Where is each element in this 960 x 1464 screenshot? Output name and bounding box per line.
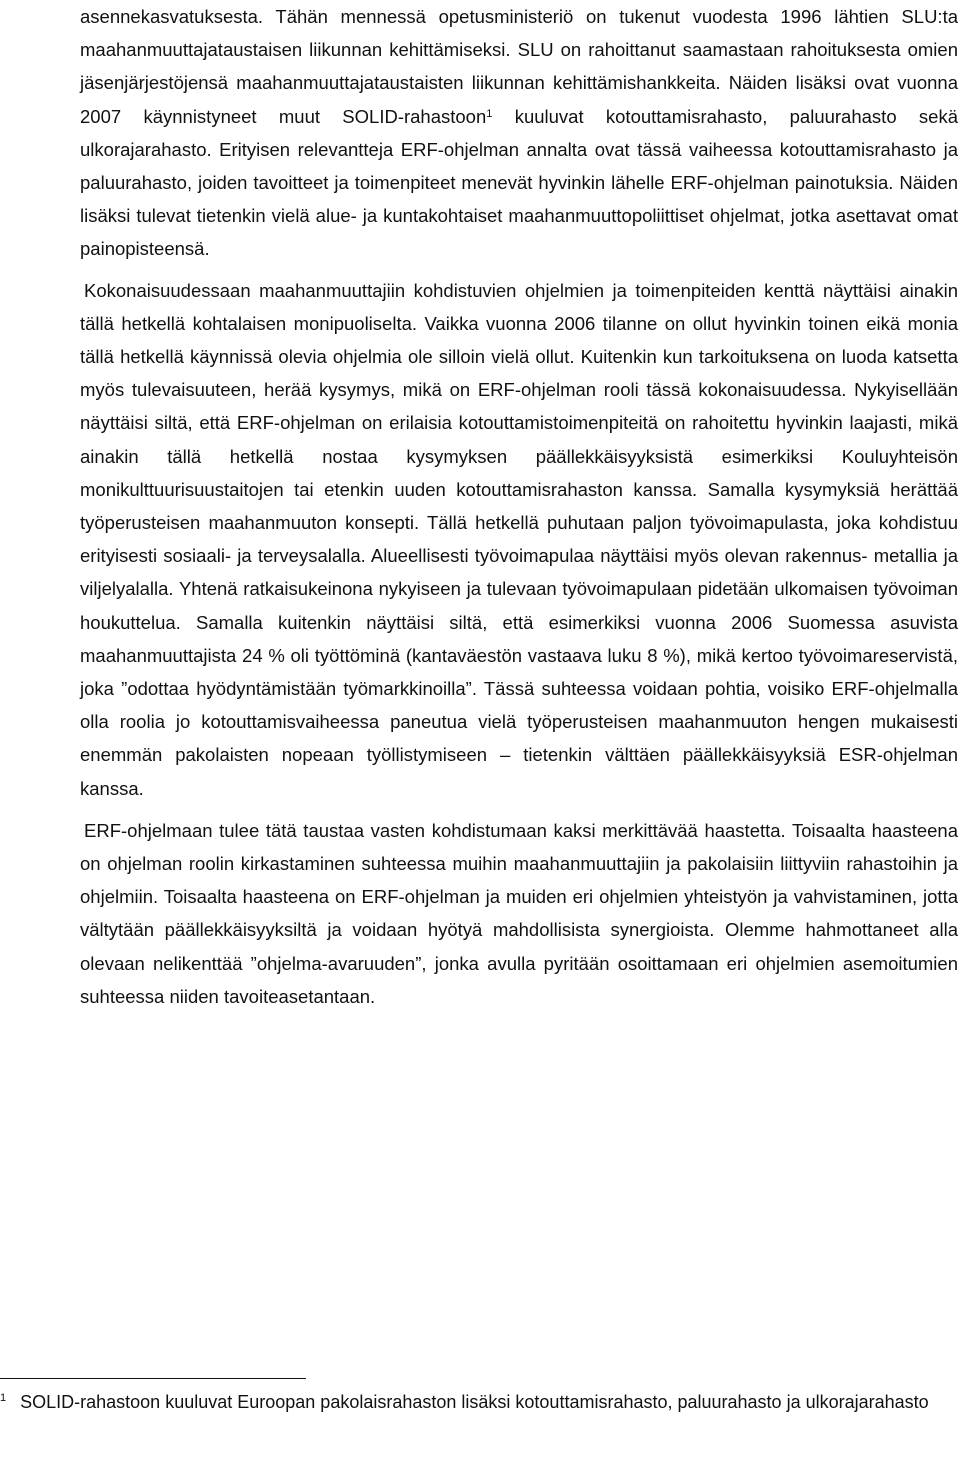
paragraph-3: ERF-ohjelmaan tulee tätä taustaa vasten kohdistumaan kaksi merkittävää haastetta. Toisaalta haasteena on ohjelman roolin kirkastaminen suhteessa muihin maahanmuuttajiin ja pakolaisiin liittyviin rahastoihin ja ohjelmiin. Toisaalta haasteena on ERF-ohjelman ja muiden eri ohjelmien yhteistyön ja vahvistaminen, jotta vältytään päällekkäisyyksiltä ja voidaan hyötyä mahdollisista synergioista. Olemme hahmottaneet alla olevaan nelikenttää ”ohjelma-avaruuden”, jonka avulla pyritään osoittamaan eri ohjelmien asemoitumien suhteessa niiden tavoiteasetantaan. xyxy=(80,819,958,1007)
footnote-reference[interactable]: 1 xyxy=(486,107,493,120)
footnote-mark: 1 xyxy=(0,1392,7,1404)
paragraph-1-text-a: asennekasvatuksesta. Tähän mennessä opetusministeriö on tukenut vuodesta 1996 lähtien SLU:ta maahanmuuttajataustaisen liikunnan kehittämiseksi. SLU on rahoittanut saamastaan rahoituksesta omien jäsenjärjestöjensä maahanmuuttajataustaisten liikunnan kehittämishankkeita. Näiden lisäksi ovat vuonna 2007 käynnistyneet muut SOLID-rahastoon xyxy=(80,6,958,127)
paragraph-1-text-b: kuuluvat kotouttamisrahasto, paluurahasto sekä ulkorajarahasto. Erityisen relevantteja ERF-ohjelman annalta ovat tässä vaiheessa kotouttamisrahasto ja paluurahasto, joiden tavoitteet ja toimenpiteet menevät hyvinkin lähelle ERF-ohjelman painotuksia. Näiden lisäksi tulevat tietenkin vielä alue- ja kuntakohtaiset maahanmuuttopoliittiset ohjelmat, jotka asettavat omat painopisteensä. xyxy=(80,105,958,260)
footnote-separator xyxy=(0,1378,306,1379)
paragraph-2: Kokonaisuudessaan maahanmuuttajiin kohdistuvien ohjelmien ja toimenpiteiden kenttä näyttäisi ainakin tällä hetkellä kohtalaisen monipuoliselta. Vaikka vuonna 2006 tilanne on ollut hyvinkin toinen eikä monia tällä hetkellä käynnissä olevia ohjelmia ole silloin vielä ollut. Kuitenkin kun tarkoituksena on luoda katsetta myös tulevaisuuteen, herää kysymys, mikä on ERF-ohjelman rooli tässä kokonaisuudessa. Nykyisellään näyttäisi siltä, että ERF-ohjelman on erilaisia kotouttamistoimenpiteitä on rahoitettu hyvinkin laajasti, mikä ainakin tällä hetkellä nostaa kysymyksen päällekkäisyyksistä esimerkiksi Kouluyhteisön monikulttuurisuustaitojen tai etenkin uuden kotouttamisrahaston kanssa. Samalla kysymyksiä herättää työperusteisen maahanmuuton konsepti. Tällä hetkellä puhutaan paljon työvoimapulasta, joka kohdistuu erityisesti sosiaali- ja terveysalalla. Alueellisesti työvoimapulaa näyttäisi myös olevan rakennus- metallia ja viljelyalalla. Yhtenä ratkaisukeinona nykyiseen ja tulevaan työvoimapulaan pidetään ulkomaisen työvoiman houkuttelua. Samalla kuitenkin näyttäisi siltä, että esimerkiksi vuonna 2006 Suomessa asuvista maahanmuuttajista 24 % oli työttöminä (kantaväestön vastaava luku 8 %), mikä kertoo työvoimareservistä, joka ”odottaa hyödyntämistään työmarkkinoilla”. Tässä suhteessa voidaan pohtia, voisiko ERF-ohjelmalla olla roolia jo kotouttamisvaiheessa paneutua vielä työperusteisen maahanmuuton hengen mukaisesti enemmän pakolaisten nopeaan työllistymiseen – tietenkin välttäen päällekkäisyyksiä ESR-ohjelman kanssa. xyxy=(80,279,958,799)
document-page xyxy=(80,0,958,1013)
paragraph-1 xyxy=(80,0,958,266)
footnote xyxy=(0,1386,958,1419)
footnote-text: SOLID-rahastoon kuuluvat Euroopan pakolaisrahaston lisäksi kotouttamisrahasto, paluurahasto ja ulkorajarahasto xyxy=(20,1392,929,1412)
